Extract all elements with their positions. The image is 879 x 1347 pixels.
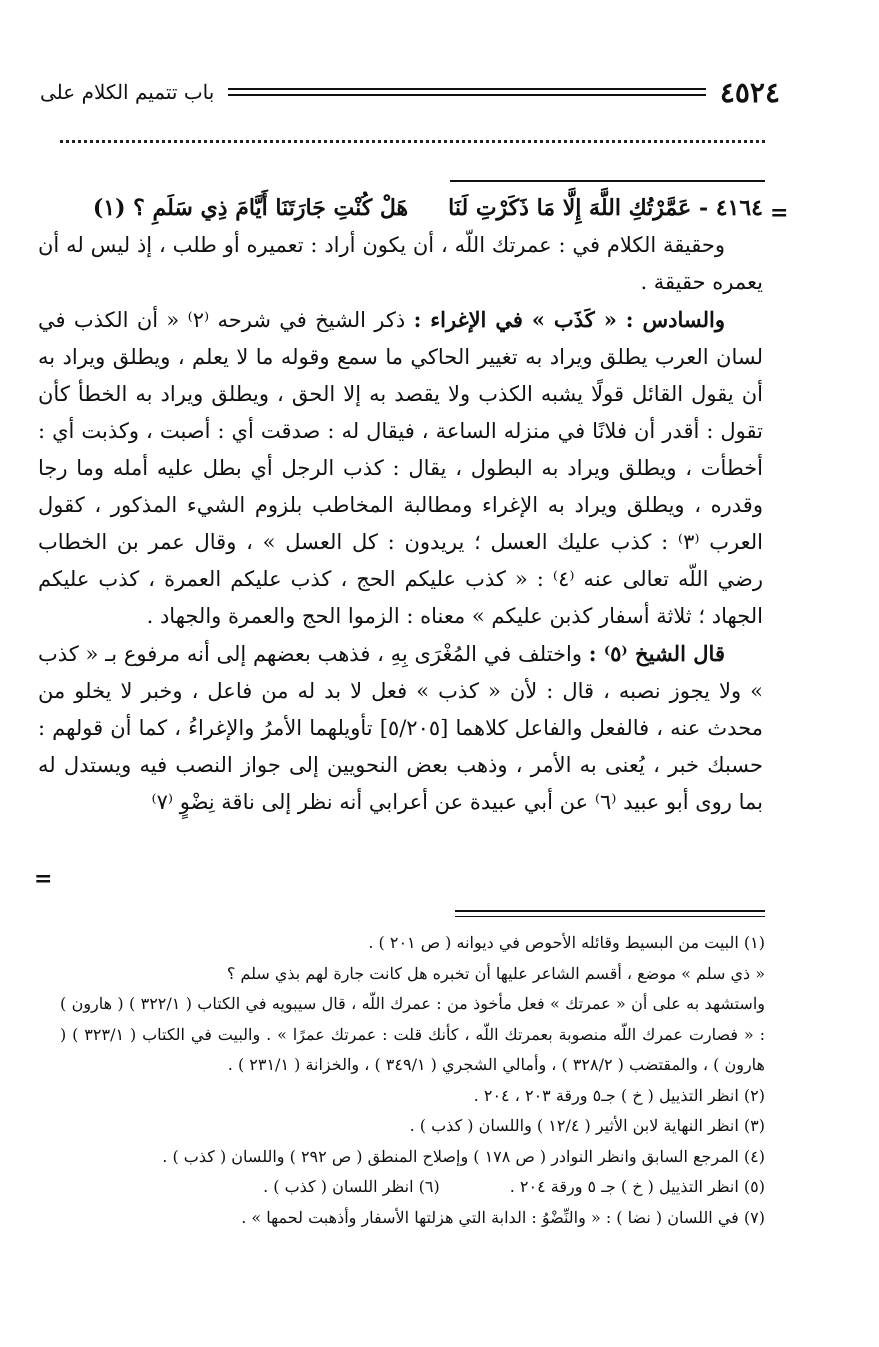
hemistich-second: هَلْ كُنْتِ جَارَتَنَا أَيَّامَ ذِي سَلَمِ ؟ bbox=[133, 195, 409, 221]
paragraph-1: وحقيقة الكلام في : عمرتك اللّه ، أن يكون أراد : تعميره أو طلب ، إذ ليس له أن يعمره حقيقة . bbox=[38, 233, 763, 294]
footnote-2: (٢) انظر التذييل ( خ ) جـ٥ ورقة ٢٠٣ ، ٢٠٤ . bbox=[473, 1085, 765, 1105]
footnotes bbox=[60, 928, 765, 1233]
footnote-1c: واستشهد به على أن « عمرتك » فعل مأخوذ من : عمرك اللّه ، قال سيبويه في الكتاب ( ٣٢٢/١ ) ( هارون ) : « فصارت عمرك اللّه منصوبة بعمرتك اللّه ، كأنك قلت : عمرتك عمرًا » . والبيت في الكتاب ( ٣٢٣/١ ) ( هارون ) ، والمقتضب ( ٣٢٨/٢ ) ، وأمالي الشجري ( ٣٤٩/١ ) ، والخزانة ( ٢٣١/١ ) . bbox=[60, 994, 766, 1074]
paragraph-2-lead: والسادس : « كَذَب » في الإغراء : bbox=[413, 307, 725, 332]
chapter-title: باب تتميم الكلام على bbox=[40, 80, 215, 104]
main-text bbox=[38, 190, 763, 821]
footnote-4: (٤) المرجع السابق وانظر النوادر ( ص ١٧٨ ) وإصلاح المنطق ( ص ٢٩٢ ) واللسان ( كذب ) . bbox=[162, 1146, 765, 1166]
header-rule bbox=[228, 88, 706, 96]
footnote-6: (٦) انظر اللسان ( كذب ) . bbox=[263, 1177, 440, 1196]
verse-number: ٤١٦٤ - bbox=[698, 195, 763, 221]
footnote-1b: « ذي سلم » موضع ، أقسم الشاعر عليها أن تخبره هل كانت جارة لهم بذي سلم ؟ bbox=[226, 963, 765, 983]
footnote-3: (٣) انظر النهاية لابن الأثير ( ١٢/٤ ) واللسان ( كذب ) . bbox=[409, 1116, 765, 1135]
page-header bbox=[40, 72, 780, 112]
paragraph-3-text: واختلف في المُغْرَى بِهِ ، فذهب بعضهم إلى أنه مرفوع بـ « كذب » ولا يجوز نصبه ، قال : لأن « كذب » فعل لا بد له من فاعل ، وخبر لا يخلو من محدث عنه ، فالفعل والفاعل كلاهما [٥/٢٠٥] تأويلهما الأمرُ والإغراءُ ، كما أن قولهم : حسبك خبر ، يُعنى به الأمر ، وذهب بعض النحويين إلى جواز النصب فيه ويستدل له بما روى أبو عبيد ⁽٦⁾ عن أبي عبيدة عن أعرابي أنه نظر إلى ناقة نِضْوٍ ⁽٧⁾ bbox=[38, 642, 763, 814]
page-number: ٤٥٢٤ bbox=[719, 75, 780, 109]
footnote-rule-thin bbox=[455, 916, 765, 917]
paragraph-2-text: ذكر الشيخ في شرحه ⁽٢⁾ « أن الكذب في لسان العرب يطلق ويراد به تغيير الحاكي ما سمع وقوله ما لا يعلم ، ويطلق ويراد به أن يقول القائل قولًا يشبه الكذب ولا يقصد به إلا الحق ، ويطلق ويراد به الخطأ كأن تقول : أقدر أن فلانًا في منزله الساعة ، فيقال له : صدقت أي : أصبت ، وكذبت أي : أخطأت ، ويطلق ويراد به البطول ، يقال : كذب الرجل أي بطل عليه أمله وما رجا وقدره ، ويطلق ويراد به الإغراء ومطالبة المخاطب بلزوم الشيء المذكور ، كقول العرب ⁽٣⁾ : كذب عليك العسل ؛ يريدون : كل العسل » ، وقال عمر بن الخطاب رضي اللّه تعالى عنه ⁽٤⁾ : « كذب عليكم الحج ، كذب عليكم العمرة ، كذب عليكم الجهاد ؛ ثلاثة أسفار كذبن عليكم » معناه : الزموا الحج والعمرة والجهاد . bbox=[38, 308, 763, 628]
footnote-1: (١) البيت من البسيط وقائله الأحوص في ديوانه ( ص ٢٠١ ) . bbox=[368, 933, 765, 952]
footnote-7: (٧) في اللسان ( نضا ) : « والنِّضْوُ : الدابة التي هزلتها الأسفار وأذهبت لحمها » . bbox=[241, 1207, 765, 1227]
continuation-mark-bottom: = bbox=[34, 866, 53, 892]
verse-footnote-ref: (١) bbox=[92, 195, 126, 221]
hemistich-first: عَمَّرْتُكِ اللَّهَ إِلَّا مَا ذَكَرْتِ لَنَا bbox=[448, 195, 692, 221]
poem-rule bbox=[450, 180, 765, 182]
continuation-mark-top: = bbox=[770, 200, 789, 226]
paragraph-2 bbox=[38, 301, 763, 635]
paragraph-3-lead: قال الشيخ ⁽٥⁾ : bbox=[588, 641, 725, 666]
footnote-rule bbox=[455, 910, 765, 912]
paragraph-3 bbox=[38, 635, 763, 821]
footnote-5: (٥) انظر التذييل ( خ ) جـ ٥ ورقة ٢٠٤ . bbox=[509, 1177, 765, 1196]
poem-verse bbox=[38, 190, 763, 227]
dotted-separator bbox=[60, 140, 765, 143]
footnote-5-6 bbox=[60, 1172, 765, 1203]
